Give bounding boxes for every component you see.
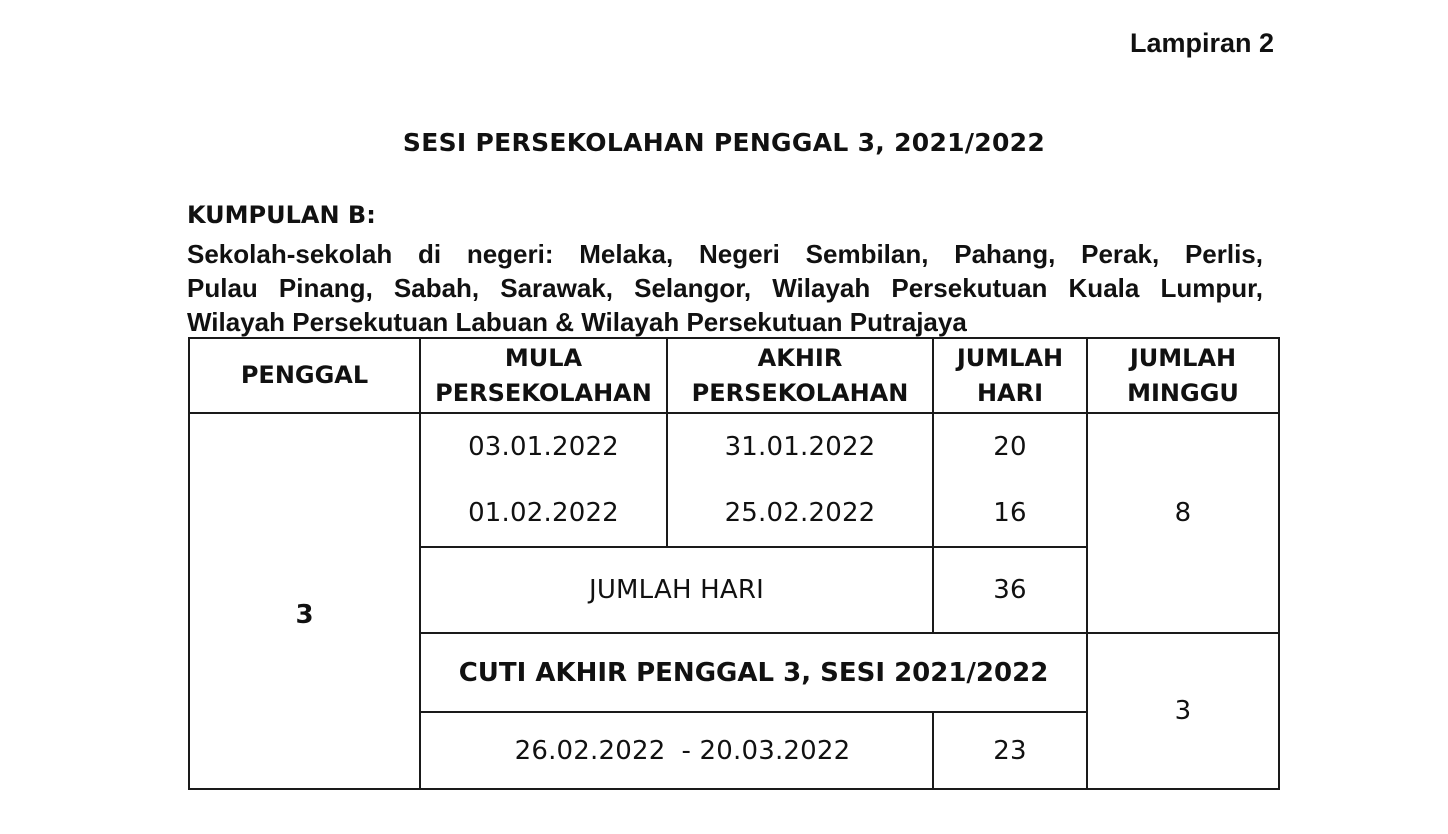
- cuti-minggu: 3: [1087, 633, 1279, 789]
- total-label: JUMLAH HARI: [420, 547, 933, 633]
- header-penggal: PENGGAL: [189, 338, 420, 413]
- penggal-number: 3: [189, 413, 420, 789]
- states-paragraph: [187, 237, 1263, 339]
- group-label: KUMPULAN B:: [187, 201, 376, 229]
- cuti-end-date: 20.03.2022: [699, 735, 851, 766]
- states-line-1: Sekolah-sekolah di negeri: Melaka, Negeri Sembilan, Pahang, Perak, Perlis,: [187, 239, 1263, 269]
- states-line-2: Pulau Pinang, Sabah, Sarawak, Selangor, Wilayah Persekutuan Kuala Lumpur,: [187, 273, 1263, 303]
- table-header-row: [189, 338, 1279, 413]
- total-hari: 36: [933, 547, 1087, 633]
- schedule-table: [188, 337, 1280, 790]
- minggu-term: 8: [1087, 413, 1279, 633]
- header-mula-line-1: MULA: [504, 343, 583, 372]
- header-mula-line-2: PERSEKOLAHAN: [435, 378, 652, 407]
- akhir-date-2: 25.02.2022: [667, 480, 933, 547]
- states-line-3: Wilayah Persekutuan Labuan & Wilayah Persekutuan Putrajaya: [187, 307, 967, 337]
- cuti-date-range: [420, 712, 933, 789]
- header-akhir: [667, 338, 933, 413]
- cuti-range-separator: -: [681, 735, 692, 766]
- header-jumlah-hari: [933, 338, 1087, 413]
- header-akhir-line-1: AKHIR: [757, 343, 843, 372]
- header-jumlah-hari-line-1: JUMLAH: [956, 343, 1064, 372]
- document-title: SESI PERSEKOLAHAN PENGGAL 3, 2021/2022: [402, 128, 1046, 157]
- header-jumlah-minggu: [1087, 338, 1279, 413]
- header-mula: [420, 338, 667, 413]
- header-akhir-line-2: PERSEKOLAHAN: [691, 378, 909, 407]
- table-row: [189, 413, 1279, 480]
- hari-count-1: 20: [933, 413, 1087, 480]
- cuti-hari: 23: [933, 712, 1087, 789]
- header-jumlah-minggu-line-1: JUMLAH: [1129, 343, 1237, 372]
- mula-date-1: 03.01.2022: [420, 413, 667, 480]
- akhir-date-1: 31.01.2022: [667, 413, 933, 480]
- cuti-start-date: 26.02.2022: [514, 735, 666, 766]
- hari-count-2: 16: [933, 480, 1087, 547]
- header-jumlah-minggu-line-2: MINGGU: [1127, 378, 1239, 407]
- lampiran-label: Lampiran 2: [1129, 28, 1274, 58]
- header-jumlah-hari-line-2: HARI: [976, 378, 1044, 407]
- mula-date-2: 01.02.2022: [420, 480, 667, 547]
- cuti-label: CUTI AKHIR PENGGAL 3, SESI 2021/2022: [420, 633, 1087, 712]
